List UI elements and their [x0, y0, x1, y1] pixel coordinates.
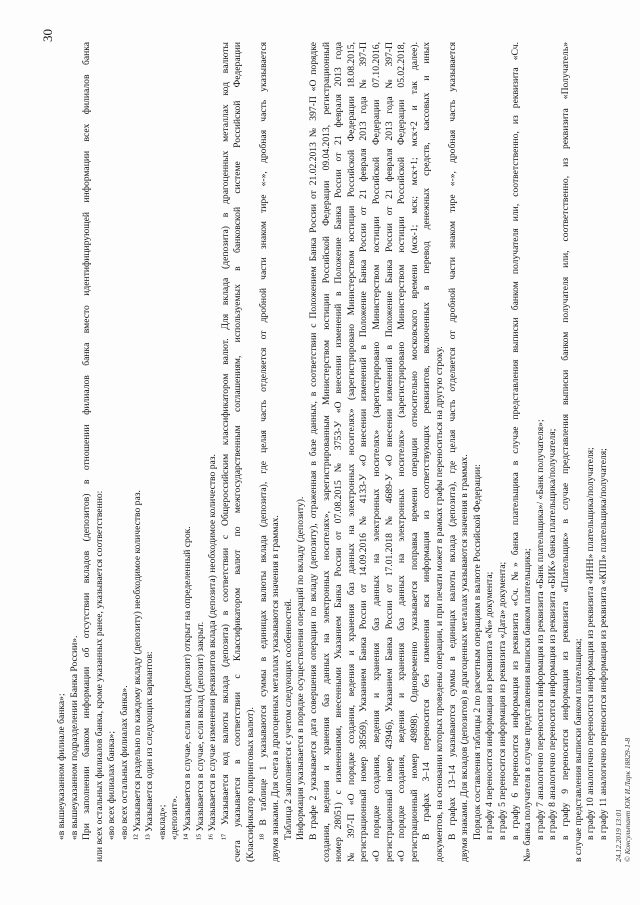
text-line: в графу 6 переносится информация из реквизита «Сч. №» банка плательщика в случае представления выписки банком получателя или, соответственно, из реквизита «Сч. [509, 42, 521, 840]
text-line: регистрационный номер 49898). Одновременно указывается поправка времени операции относительно московского времени (мск-1; мск; мск+1; мск+2 и так далее). [408, 42, 420, 862]
text-line: двумя знаками. Для счета в драгоценных металлах указываются значения в граммах. [270, 515, 282, 862]
footer-timestamp: 24.12.2019 13:01 [614, 808, 624, 862]
text-line: документов, на основании которых проведены операции, и при печати может в рамках графы переноситься на другую строку. [434, 346, 445, 862]
text-line: №» банка получателя в случае представления выписки банком плательщика; [522, 548, 534, 862]
text-line: «депозит». [169, 795, 181, 840]
text-line: ¹⁸ В таблице 1 указываются суммы в единицах валюты вклада (депозита), где целая часть отделяется от дробной части знаком тире «-», дробная часть указывается [257, 42, 269, 840]
text-line: При заполнении банком информации об отсутствии вкладов (депозитов) в отношении филиалов банка вместо идентифицирующей информации всех филиалов банка [81, 42, 93, 840]
text-line: счета указывается в соответствии с Классификатором валют по межгосударственным соглашениям, используемых в банковской системе Российской Федерации [232, 42, 244, 862]
text-line: Порядок составления таблицы 2 по расчетным операциям в валюте Российской Федерации: [471, 464, 483, 840]
text-line: или всех остальных филиалов банка, кроме указанных ранее, указывается соответственно: [93, 490, 105, 862]
text-line: двумя знаками. Для вкладов (депозитов) в драгоценных металлах указываются значения в граммах. [459, 454, 471, 862]
text-line: ¹² Указывается раздельно по каждому вкладу (депозиту) необходимое количество раз. [131, 490, 143, 840]
text-line: «в вышеуказанном подразделении Банка России». [68, 635, 80, 840]
text-line: «во всех остальных филиалах банка». [119, 685, 130, 840]
text-line: «О порядке создания, ведения и хранения баз данных на электронных носителях» (зарегистрировано Министерством юстиции Российской Федерации 07.10.2016, [371, 42, 382, 862]
page-number: 30 [40, 29, 55, 42]
text-line: в графу 8 аналогично переносится информация из реквизита «БИК» банка плательщика/получателя; [547, 428, 559, 840]
text-line: В графах 3–14 переносится без изменения вся информация из соответствующих реквизитов, включенных в перевод денежных средств, кассовых и иных [421, 42, 433, 840]
text-line: регистрационный номер 38569), Указанием Банка России от 14.09.2016 № 4133-У «О внесении изменений в Положение Банка России от 21 февраля 2013 года № 397-П [358, 42, 370, 862]
text-line: «вклад»; [156, 804, 168, 840]
text-line: В графах 13–14 указываются суммы в единицах валюты вклада (депозита), где целая часть отделяется от дробной части знаком тире «-», дробная часть указывается [446, 42, 458, 840]
text-line: «в вышеуказанном филиале банка»; [56, 693, 67, 840]
text-line: в графу 4 переносится информация из реквизита «№» документа; [484, 571, 496, 840]
text-line: ¹⁶ Указывается в случае изменения реквизитов вклада (депозита) необходимое количество раз. [207, 454, 219, 840]
footer-source: © Консультант ЮК И.Ларк 18829-1-8 [623, 737, 633, 862]
text-line: (Классификатор клиринговых валют). [245, 707, 256, 862]
text-line: Таблица 2 заполняется с учетом следующих особенностей. [282, 598, 294, 840]
text-line: В графе 2 указывается дата совершения операции по вкладу (депозиту), отраженная в базе данных, в соответствии с Положением Банка России от 21.02.2013 № 397-П «О порядке [308, 42, 319, 840]
text-line: в графу 7 аналогично переносится информация из реквизита «Банк плательщика»/ «Банк получателя»; [534, 419, 546, 840]
text-line: создания, ведения и хранения баз данных на электронных носителях», зарегистрированным Министерством юстиции Российской Федерации 09.04.2013, регистрационный [320, 42, 332, 862]
text-line: ¹³ Указывается один из следующих вариантов: [144, 651, 156, 840]
text-line: регистрационный номер 43946), Указанием Банка России от 17.01.2018 № 4689-У «О внесении изменений в Положение Банка России от 21 февраля 2013 года № 397-П [383, 42, 395, 862]
text-line: в графу 5 переносится информация из реквизита «Дата» документа; [497, 561, 508, 840]
text-line: «О порядке создания, ведения и хранения баз данных на электронных носителях» (зарегистрировано Министерством юстиции Российской Федерации 05.02.2018, [396, 42, 408, 862]
text-line: ¹⁷ Указывается код валюты вклада (депозита) в соответствии с Общероссийским классификатором валют. Для вклада (депозита) в драгоценных металлах код валюты [219, 42, 231, 840]
text-line: Информация указывается в порядке осуществления операций по вкладу (депозиту). [295, 496, 307, 840]
text-line: в случае представления выписки банком плательщика; [572, 638, 584, 862]
text-line: в графу 11 аналогично переносится информация из реквизита «КПП» плательщика/получателя; [597, 448, 609, 840]
rotated-text-block [40, 29, 633, 862]
text-line: ¹⁴ Указывается в случае, если вклад (депозит) открыт на определенный срок. [182, 526, 193, 840]
text-line: № 397-П «О порядке создания, ведения и хранения баз данных на электронных носителях» (зарегистрировано Министерством юстиции Российской Федерации 18.08.2015, [345, 42, 357, 862]
text-line: ¹⁵ Указывается в случае, если вклад (депозит) закрыт. [194, 621, 206, 840]
text-line: в графу 10 аналогично переносится информация из реквизита «ИНН» плательщика/получателя; [585, 447, 597, 840]
text-line: в графу 9 переносится информация из реквизита «Плательщик» в случае представления выписки банком получателя или, соответственно, из реквизита «Получатель» [560, 42, 571, 840]
text-line: «во всех филиалах банка»; [106, 731, 118, 840]
text-line: номер 28051) с изменениями, внесенными Указанием Банка России от 07.08.2015 № 3753-У «О внесении изменений в Положение Банка России от 21 февраля 2013 года [333, 42, 345, 862]
